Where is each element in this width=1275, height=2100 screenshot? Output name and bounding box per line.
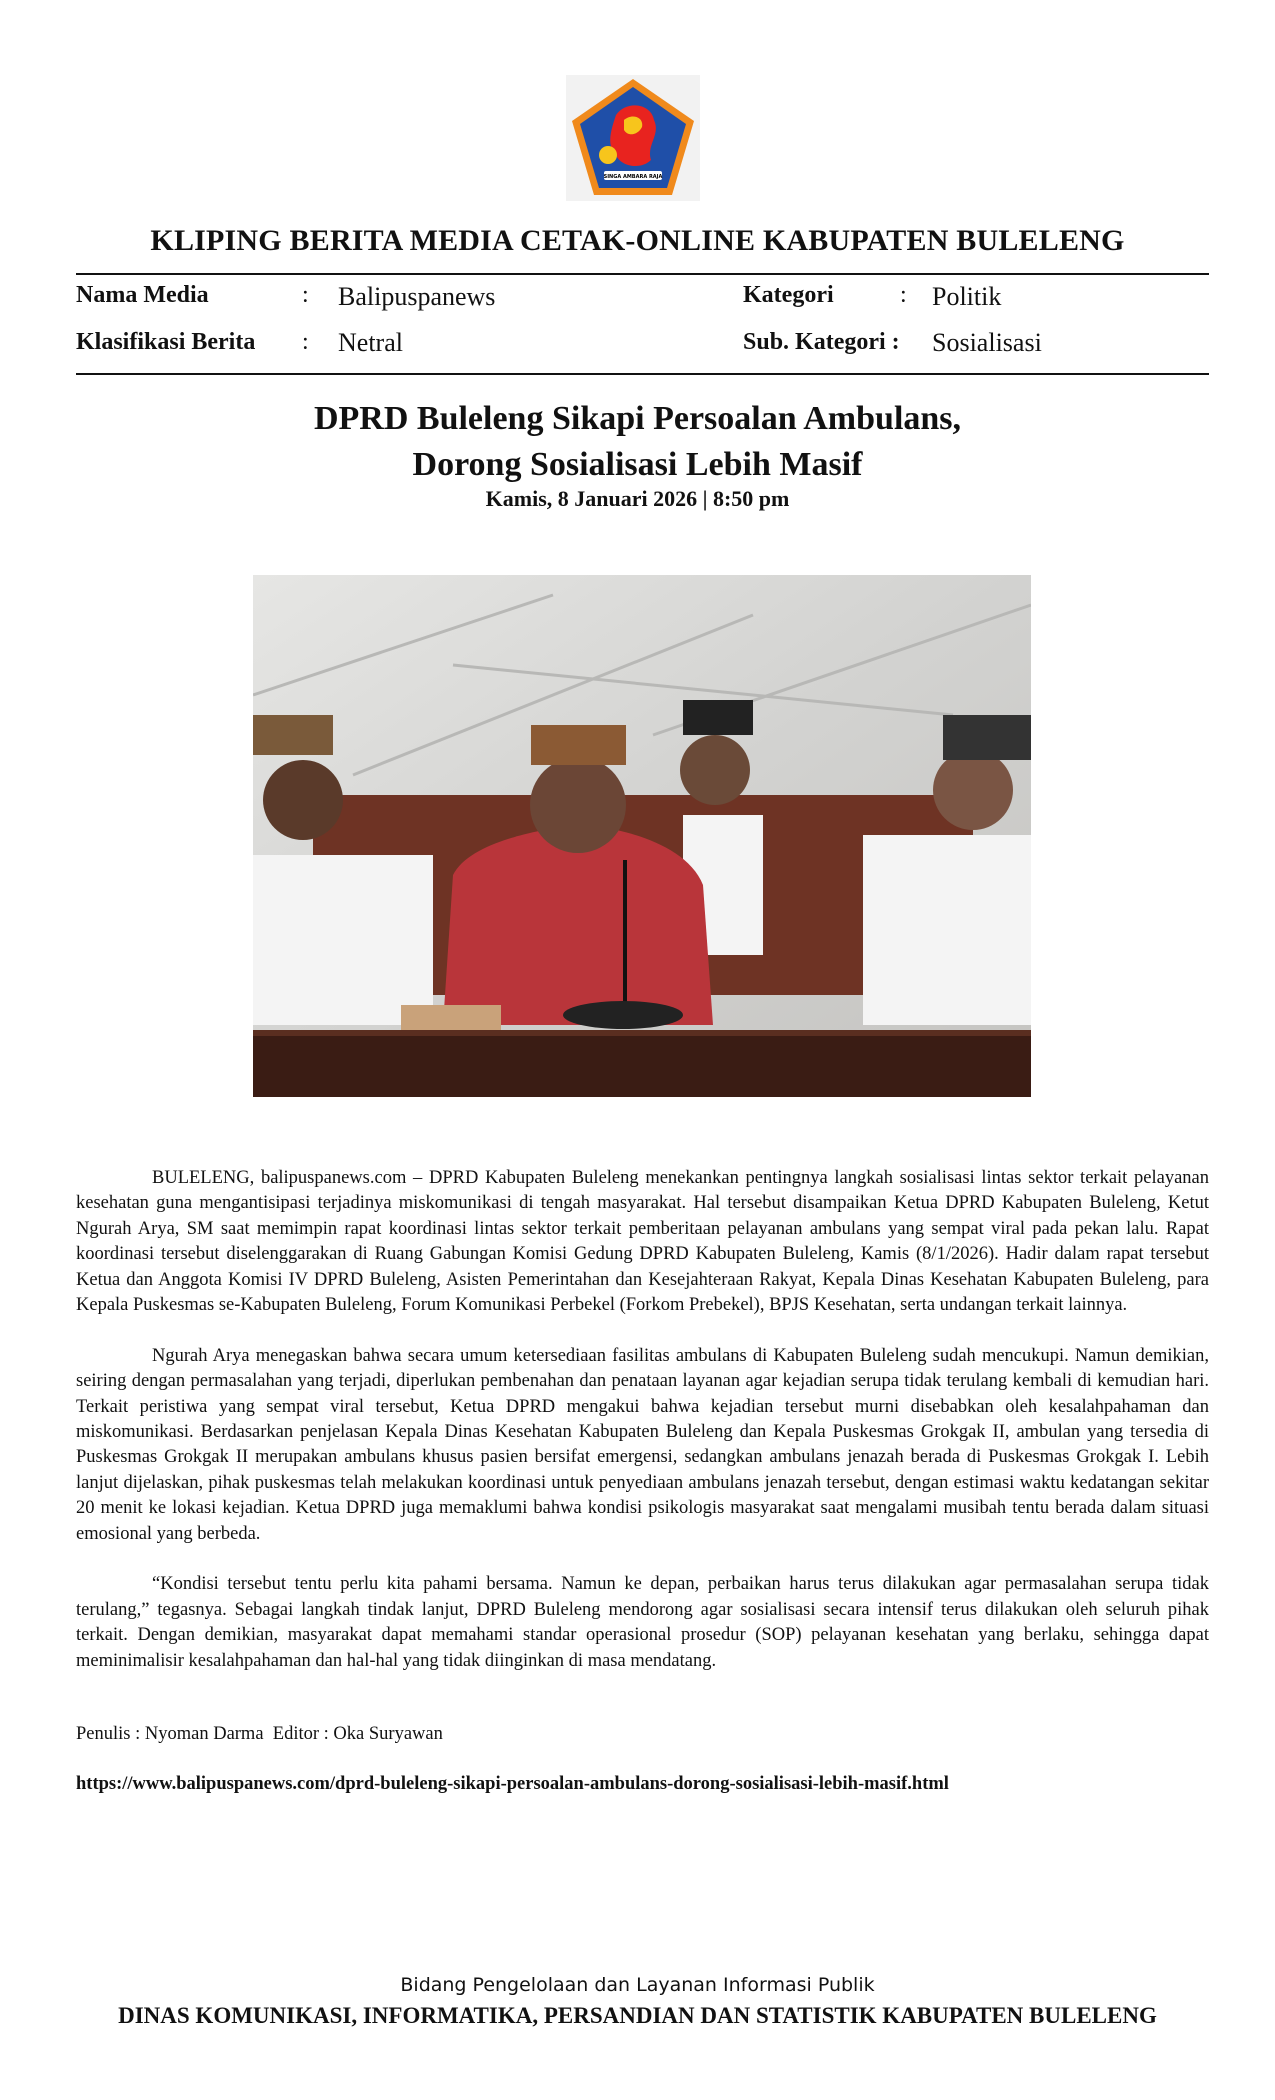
article-date: Kamis, 8 Januari 2026 | 8:50 pm <box>485 486 790 511</box>
media-label: Nama Media <box>76 282 209 308</box>
subkategori-value: Sosialisasi <box>932 328 1042 357</box>
kabupaten-buleleng-logo <box>566 75 700 201</box>
subkategori-label: Sub. Kategori : <box>743 329 900 355</box>
article-headline <box>0 396 1275 488</box>
colon: : <box>302 329 309 355</box>
klasifikasi-value: Netral <box>338 328 403 357</box>
klasifikasi-label: Klasifikasi Berita <box>76 329 256 355</box>
article-paragraph: “Kondisi tersebut tentu perlu kita pahami bersama. Namun ke depan, perbaikan harus terus dilakukan agar permasalahan serupa tidak terulang,” tegasnya. Sebagai langkah tindak lanjut, DPRD Buleleng mendorong agar sosialisasi secara intensif terus dilakukan oleh seluruh pihak terkait. Dengan demikian, masyarakat dapat memahami standar operasional prosedur (SOP) pelayanan kesehatan yang berlaku, sehingga dapat meminimalisir kesalahpahaman dan hal-hal yang tidak diinginkan di masa mendatang. <box>76 1574 1209 1671</box>
media-value: Balipuspanews <box>338 282 496 311</box>
article-credits: Penulis : Nyoman Darma Editor : Oka Suryawan <box>76 1724 443 1744</box>
article-body <box>76 1166 1209 1699</box>
article-paragraph: BULELENG, balipuspanews.com – DPRD Kabupaten Buleleng menekankan pentingnya langkah sosialisasi lintas sektor terkait pelayanan kesehatan guna mengantisipasi terjadinya miskomunikasi di tengah masyarakat. Hal tersebut disampaikan Ketua DPRD Kabupaten Buleleng, Ketut Ngurah Arya, SM saat memimpin rapat koordinasi lintas sektor terkait pemberitaan pelayanan ambulans yang sempat viral pada pekan lalu. Rapat koordinasi tersebut diselenggarakan di Ruang Gabungan Komisi Gedung DPRD Kabupaten Buleleng, Kamis (8/1/2026). Hadir dalam rapat tersebut Ketua dan Anggota Komisi IV DPRD Buleleng, Asisten Pemerintahan dan Kesejahteraan Rakyat, Kepala Dinas Kesehatan Kabupaten Buleleng, para Kepala Puskesmas se-Kabupaten Buleleng, Forum Komunikasi Perbekel (Forkom Prebekel), BPJS Kesehatan, serta undangan terkait lainnya. <box>76 1168 1209 1316</box>
colon: : <box>900 282 907 308</box>
divider <box>76 373 1209 375</box>
svg-text:SINGA AMBARA RAJA: SINGA AMBARA RAJA <box>603 174 663 180</box>
source-url[interactable]: https://www.balipuspanews.com/dprd-buleleng-sikapi-persoalan-ambulans-dorong-sosialisasi-lebih-masif.html <box>76 1774 949 1794</box>
kategori-label: Kategori <box>743 282 834 308</box>
kategori-value: Politik <box>932 282 1002 311</box>
footer-agency: DINAS KOMUNIKASI, INFORMATIKA, PERSANDIAN DAN STATISTIK KABUPATEN BULELENG <box>118 2003 1157 2028</box>
headline-line: Dorong Sosialisasi Lebih Masif <box>412 446 863 483</box>
document-title: KLIPING BERITA MEDIA CETAK-ONLINE KABUPATEN BULELENG <box>150 224 1125 257</box>
colon: : <box>302 282 309 308</box>
article-paragraph: Ngurah Arya menegaskan bahwa secara umum ketersediaan fasilitas ambulans di Kabupaten Buleleng sudah mencukupi. Namun demikian, seiring dengan permasalahan yang terjadi, diperlukan pembenahan dan penataan layanan agar kejadian serupa tidak terulang kembali di kemudian hari. Terkait peristiwa yang sempat viral tersebut, Ketua DPRD mengakui bahwa kejadian tersebut murni disebabkan oleh kesalahpahaman dan miskomunikasi. Berdasarkan penjelasan Kepala Dinas Kesehatan Kabupaten Buleleng dan Kepala Puskesmas Grokgak II, ambulan yang tersedia di Puskesmas Grokgak II merupakan ambulans khusus pasien bersifat emergensi, sedangkan ambulans jenazah berada di Puskesmas Grokgak I. Lebih lanjut dijelaskan, pihak puskesmas telah melakukan koordinasi untuk penyediaan ambulans jenazah tersebut, dengan estimasi waktu kedatangan sekitar 20 menit ke lokasi kejadian. Ketua DPRD juga memaklumi bahwa kondisi psikologis masyarakat saat mengalami musibah tentu berada dalam situasi emosional yang berbeda. <box>76 1345 1209 1544</box>
footer-department: Bidang Pengelolaan dan Layanan Informasi Publik <box>400 1974 875 1996</box>
divider <box>76 273 1209 275</box>
headline-line: DPRD Buleleng Sikapi Persoalan Ambulans, <box>313 400 962 437</box>
article-photo <box>253 575 1031 1097</box>
